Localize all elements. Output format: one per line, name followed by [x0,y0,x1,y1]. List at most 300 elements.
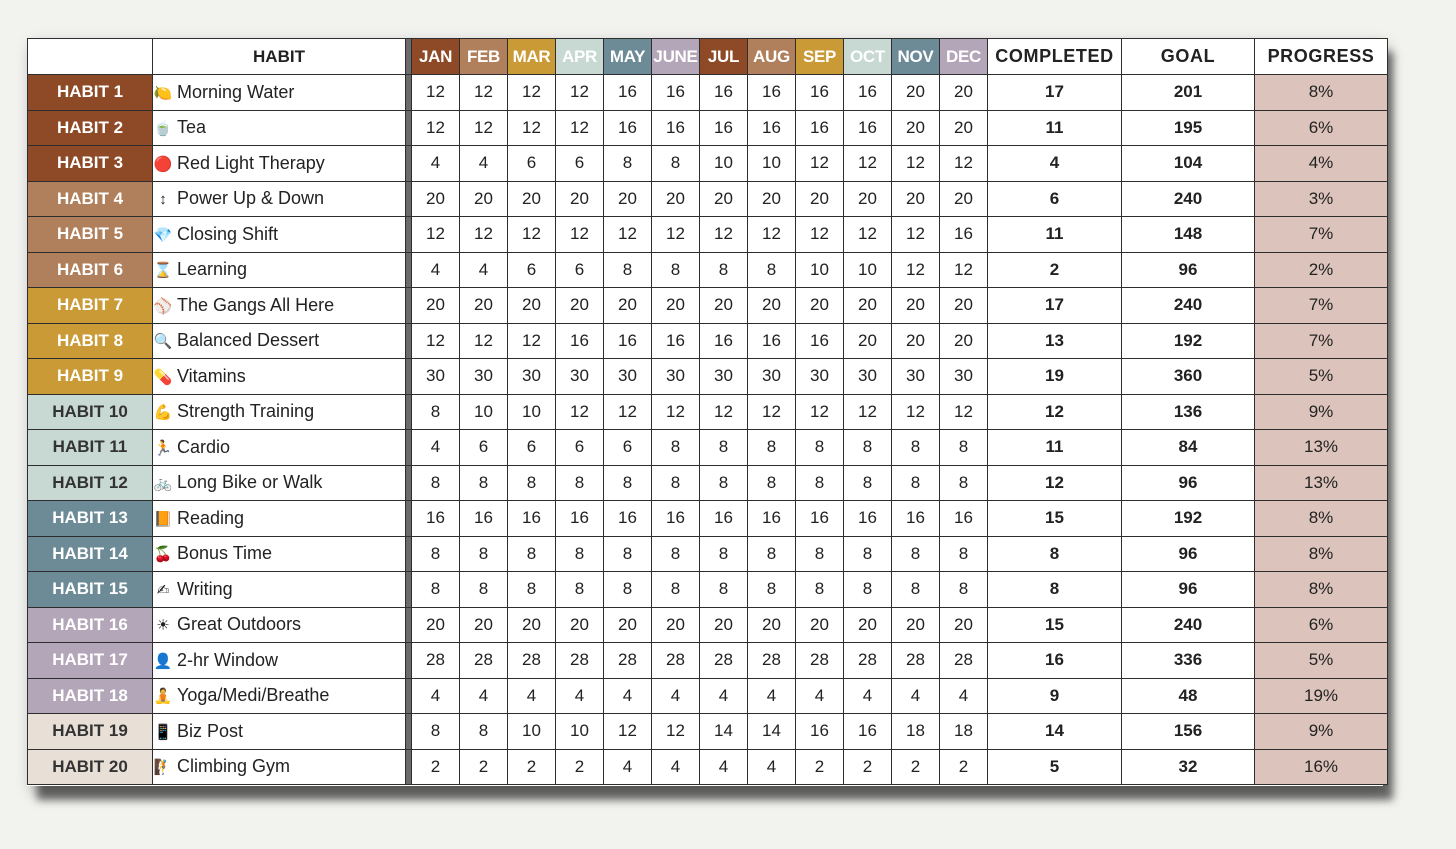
month-goal-cell[interactable]: 4 [652,678,700,714]
month-goal-cell[interactable]: 20 [556,607,604,643]
goal-cell[interactable]: 136 [1122,394,1255,430]
completed-cell[interactable]: 15 [988,607,1122,643]
month-goal-cell[interactable]: 16 [700,323,748,359]
month-goal-cell[interactable]: 28 [796,643,844,679]
month-goal-cell[interactable]: 4 [700,678,748,714]
month-goal-cell[interactable]: 20 [460,181,508,217]
month-goal-cell[interactable]: 16 [700,110,748,146]
month-goal-cell[interactable]: 30 [892,359,940,395]
month-goal-cell[interactable]: 4 [556,678,604,714]
month-goal-cell[interactable]: 30 [412,359,460,395]
month-goal-cell[interactable]: 4 [748,749,796,785]
month-goal-cell[interactable]: 16 [748,110,796,146]
progress-cell[interactable]: 4% [1255,146,1388,182]
month-goal-cell[interactable]: 2 [508,749,556,785]
month-goal-cell[interactable]: 10 [508,394,556,430]
habit-name-cell[interactable] [153,465,406,501]
month-goal-cell[interactable]: 16 [412,501,460,537]
month-goal-cell[interactable]: 12 [460,217,508,253]
completed-cell[interactable]: 8 [988,572,1122,608]
month-goal-cell[interactable]: 4 [508,678,556,714]
completed-cell[interactable]: 11 [988,430,1122,466]
month-goal-cell[interactable]: 16 [652,501,700,537]
month-goal-cell[interactable]: 16 [844,714,892,750]
month-goal-cell[interactable]: 8 [412,465,460,501]
month-goal-cell[interactable]: 20 [844,607,892,643]
month-goal-cell[interactable]: 12 [748,217,796,253]
month-goal-cell[interactable]: 8 [556,572,604,608]
habit-label-cell[interactable]: HABIT 13 [28,501,153,537]
month-goal-cell[interactable]: 20 [796,607,844,643]
month-goal-cell[interactable]: 8 [892,536,940,572]
month-goal-cell[interactable]: 8 [412,714,460,750]
month-goal-cell[interactable]: 2 [412,749,460,785]
month-goal-cell[interactable]: 4 [412,430,460,466]
month-goal-cell[interactable]: 16 [748,501,796,537]
goal-cell[interactable]: 96 [1122,252,1255,288]
month-goal-cell[interactable]: 20 [796,288,844,324]
habit-name-cell[interactable] [153,536,406,572]
month-goal-cell[interactable]: 16 [748,75,796,111]
month-goal-cell[interactable]: 8 [892,430,940,466]
month-goal-cell[interactable]: 12 [652,217,700,253]
month-goal-cell[interactable]: 8 [700,252,748,288]
month-goal-cell[interactable]: 4 [412,678,460,714]
month-goal-cell[interactable]: 16 [796,501,844,537]
month-goal-cell[interactable]: 12 [844,394,892,430]
month-goal-cell[interactable]: 20 [892,181,940,217]
month-goal-cell[interactable]: 8 [700,465,748,501]
month-goal-cell[interactable]: 4 [940,678,988,714]
month-goal-cell[interactable]: 30 [796,359,844,395]
month-goal-cell[interactable]: 12 [844,146,892,182]
month-goal-cell[interactable]: 4 [604,749,652,785]
goal-cell[interactable]: 192 [1122,501,1255,537]
month-goal-cell[interactable]: 8 [796,430,844,466]
month-goal-cell[interactable]: 8 [508,536,556,572]
habit-label-cell[interactable]: HABIT 10 [28,394,153,430]
month-goal-cell[interactable]: 10 [844,252,892,288]
habit-name-cell[interactable] [153,714,406,750]
progress-cell[interactable]: 13% [1255,465,1388,501]
month-goal-cell[interactable]: 12 [652,394,700,430]
completed-cell[interactable]: 12 [988,465,1122,501]
month-goal-cell[interactable]: 20 [844,288,892,324]
goal-cell[interactable]: 32 [1122,749,1255,785]
progress-cell[interactable]: 8% [1255,75,1388,111]
month-goal-cell[interactable]: 16 [796,323,844,359]
month-goal-cell[interactable]: 4 [652,749,700,785]
month-goal-cell[interactable]: 12 [892,252,940,288]
month-goal-cell[interactable]: 20 [412,181,460,217]
month-goal-cell[interactable]: 12 [508,217,556,253]
month-goal-cell[interactable]: 16 [604,501,652,537]
completed-cell[interactable]: 4 [988,146,1122,182]
goal-cell[interactable]: 201 [1122,75,1255,111]
month-goal-cell[interactable]: 20 [940,288,988,324]
month-goal-cell[interactable]: 4 [460,146,508,182]
month-goal-cell[interactable]: 28 [556,643,604,679]
month-goal-cell[interactable]: 16 [796,110,844,146]
month-goal-cell[interactable]: 12 [796,146,844,182]
month-goal-cell[interactable]: 8 [508,572,556,608]
month-goal-cell[interactable]: 12 [412,217,460,253]
month-goal-cell[interactable]: 6 [460,430,508,466]
month-goal-cell[interactable]: 12 [748,394,796,430]
month-goal-cell[interactable]: 20 [604,288,652,324]
month-goal-cell[interactable]: 20 [556,288,604,324]
month-goal-cell[interactable]: 28 [460,643,508,679]
goal-cell[interactable]: 96 [1122,536,1255,572]
habit-name-cell[interactable] [153,394,406,430]
completed-cell[interactable]: 11 [988,110,1122,146]
month-goal-cell[interactable]: 16 [700,75,748,111]
progress-cell[interactable]: 3% [1255,181,1388,217]
month-goal-cell[interactable]: 30 [748,359,796,395]
month-goal-cell[interactable]: 20 [940,110,988,146]
month-goal-cell[interactable]: 20 [748,288,796,324]
month-goal-cell[interactable]: 20 [652,607,700,643]
habit-name-cell[interactable] [153,252,406,288]
month-goal-cell[interactable]: 8 [700,536,748,572]
month-goal-cell[interactable]: 20 [940,181,988,217]
month-goal-cell[interactable]: 8 [748,465,796,501]
month-goal-cell[interactable]: 14 [748,714,796,750]
month-goal-cell[interactable]: 4 [892,678,940,714]
month-goal-cell[interactable]: 8 [556,536,604,572]
habit-label-cell[interactable]: HABIT 18 [28,678,153,714]
month-goal-cell[interactable]: 8 [844,536,892,572]
completed-cell[interactable]: 6 [988,181,1122,217]
habit-label-cell[interactable]: HABIT 17 [28,643,153,679]
progress-cell[interactable]: 5% [1255,359,1388,395]
month-goal-cell[interactable]: 12 [940,394,988,430]
month-goal-cell[interactable]: 8 [652,252,700,288]
month-goal-cell[interactable]: 6 [508,430,556,466]
month-goal-cell[interactable]: 4 [412,146,460,182]
month-goal-cell[interactable]: 8 [940,465,988,501]
goal-cell[interactable]: 84 [1122,430,1255,466]
goal-cell[interactable]: 240 [1122,607,1255,643]
month-goal-cell[interactable]: 8 [700,430,748,466]
month-goal-cell[interactable]: 16 [652,75,700,111]
month-goal-cell[interactable]: 8 [892,465,940,501]
month-goal-cell[interactable]: 2 [940,749,988,785]
month-goal-cell[interactable]: 30 [508,359,556,395]
month-goal-cell[interactable]: 8 [604,536,652,572]
completed-cell[interactable]: 15 [988,501,1122,537]
month-goal-cell[interactable]: 8 [412,394,460,430]
month-goal-cell[interactable]: 28 [508,643,556,679]
habit-label-cell[interactable]: HABIT 19 [28,714,153,750]
month-goal-cell[interactable]: 16 [652,110,700,146]
month-goal-cell[interactable]: 8 [748,536,796,572]
month-goal-cell[interactable]: 16 [940,217,988,253]
month-goal-cell[interactable]: 16 [844,75,892,111]
month-goal-cell[interactable]: 8 [460,465,508,501]
month-goal-cell[interactable]: 28 [412,643,460,679]
month-goal-cell[interactable]: 8 [604,146,652,182]
month-goal-cell[interactable]: 8 [412,572,460,608]
month-goal-cell[interactable]: 8 [748,252,796,288]
month-goal-cell[interactable]: 20 [892,75,940,111]
habit-label-cell[interactable]: HABIT 7 [28,288,153,324]
habit-label-cell[interactable]: HABIT 3 [28,146,153,182]
month-goal-cell[interactable]: 8 [652,572,700,608]
month-goal-cell[interactable]: 4 [460,678,508,714]
habit-label-cell[interactable]: HABIT 1 [28,75,153,111]
month-goal-cell[interactable]: 20 [508,288,556,324]
month-goal-cell[interactable]: 20 [892,607,940,643]
month-goal-cell[interactable]: 12 [556,110,604,146]
habit-label-cell[interactable]: HABIT 15 [28,572,153,608]
month-goal-cell[interactable]: 12 [892,394,940,430]
habit-name-cell[interactable] [153,430,406,466]
completed-cell[interactable]: 19 [988,359,1122,395]
month-goal-cell[interactable]: 16 [700,501,748,537]
progress-cell[interactable]: 19% [1255,678,1388,714]
month-goal-cell[interactable]: 20 [700,181,748,217]
month-goal-cell[interactable]: 2 [892,749,940,785]
habit-name-cell[interactable] [153,572,406,608]
month-goal-cell[interactable]: 20 [892,110,940,146]
month-goal-cell[interactable]: 8 [796,465,844,501]
month-goal-cell[interactable]: 16 [844,110,892,146]
month-goal-cell[interactable]: 20 [700,607,748,643]
month-goal-cell[interactable]: 30 [604,359,652,395]
month-goal-cell[interactable]: 20 [508,607,556,643]
month-goal-cell[interactable]: 20 [796,181,844,217]
month-goal-cell[interactable]: 8 [748,430,796,466]
habit-name-cell[interactable] [153,749,406,785]
month-goal-cell[interactable]: 8 [652,465,700,501]
month-goal-cell[interactable]: 2 [556,749,604,785]
month-goal-cell[interactable]: 12 [412,75,460,111]
month-goal-cell[interactable]: 10 [508,714,556,750]
progress-cell[interactable]: 16% [1255,749,1388,785]
month-goal-cell[interactable]: 20 [892,288,940,324]
month-goal-cell[interactable]: 16 [796,714,844,750]
completed-cell[interactable]: 13 [988,323,1122,359]
month-goal-cell[interactable]: 20 [940,607,988,643]
habit-name-cell[interactable] [153,146,406,182]
month-goal-cell[interactable]: 8 [940,572,988,608]
month-goal-cell[interactable]: 8 [940,536,988,572]
month-goal-cell[interactable]: 8 [412,536,460,572]
month-goal-cell[interactable]: 20 [556,181,604,217]
habit-name-cell[interactable] [153,323,406,359]
month-goal-cell[interactable]: 16 [604,110,652,146]
completed-cell[interactable]: 8 [988,536,1122,572]
habit-label-cell[interactable]: HABIT 12 [28,465,153,501]
month-goal-cell[interactable]: 12 [508,110,556,146]
month-goal-cell[interactable]: 6 [556,146,604,182]
month-goal-cell[interactable]: 8 [748,572,796,608]
progress-cell[interactable]: 7% [1255,217,1388,253]
goal-cell[interactable]: 240 [1122,181,1255,217]
progress-cell[interactable]: 9% [1255,714,1388,750]
month-goal-cell[interactable]: 6 [508,252,556,288]
month-goal-cell[interactable]: 12 [844,217,892,253]
month-goal-cell[interactable]: 8 [652,146,700,182]
month-goal-cell[interactable]: 8 [796,572,844,608]
habit-label-cell[interactable]: HABIT 5 [28,217,153,253]
month-goal-cell[interactable]: 30 [652,359,700,395]
goal-cell[interactable]: 156 [1122,714,1255,750]
month-goal-cell[interactable]: 12 [556,217,604,253]
month-goal-cell[interactable]: 8 [460,536,508,572]
month-goal-cell[interactable]: 8 [604,465,652,501]
month-goal-cell[interactable]: 28 [940,643,988,679]
completed-cell[interactable]: 5 [988,749,1122,785]
month-goal-cell[interactable]: 8 [652,430,700,466]
month-goal-cell[interactable]: 12 [892,217,940,253]
habit-label-cell[interactable]: HABIT 4 [28,181,153,217]
month-goal-cell[interactable]: 10 [748,146,796,182]
month-goal-cell[interactable]: 8 [844,465,892,501]
goal-cell[interactable]: 192 [1122,323,1255,359]
month-goal-cell[interactable]: 18 [940,714,988,750]
month-goal-cell[interactable]: 6 [556,252,604,288]
progress-cell[interactable]: 13% [1255,430,1388,466]
month-goal-cell[interactable]: 10 [796,252,844,288]
progress-cell[interactable]: 8% [1255,501,1388,537]
month-goal-cell[interactable]: 4 [412,252,460,288]
month-goal-cell[interactable]: 12 [700,217,748,253]
month-goal-cell[interactable]: 20 [940,75,988,111]
month-goal-cell[interactable]: 8 [796,536,844,572]
month-goal-cell[interactable]: 8 [652,536,700,572]
habit-label-cell[interactable]: HABIT 8 [28,323,153,359]
month-goal-cell[interactable]: 4 [460,252,508,288]
month-goal-cell[interactable]: 10 [460,394,508,430]
month-goal-cell[interactable]: 20 [748,181,796,217]
completed-cell[interactable]: 17 [988,75,1122,111]
habit-label-cell[interactable]: HABIT 20 [28,749,153,785]
habit-label-cell[interactable]: HABIT 6 [28,252,153,288]
progress-cell[interactable]: 6% [1255,110,1388,146]
month-goal-cell[interactable]: 4 [844,678,892,714]
month-goal-cell[interactable]: 16 [748,323,796,359]
goal-cell[interactable]: 360 [1122,359,1255,395]
month-goal-cell[interactable]: 30 [700,359,748,395]
month-goal-cell[interactable]: 12 [460,75,508,111]
month-goal-cell[interactable]: 8 [460,714,508,750]
progress-cell[interactable]: 2% [1255,252,1388,288]
month-goal-cell[interactable]: 16 [508,501,556,537]
month-goal-cell[interactable]: 12 [700,394,748,430]
month-goal-cell[interactable]: 16 [652,323,700,359]
month-goal-cell[interactable]: 8 [556,465,604,501]
habit-name-cell[interactable] [153,643,406,679]
month-goal-cell[interactable]: 20 [508,181,556,217]
month-goal-cell[interactable]: 16 [556,323,604,359]
month-goal-cell[interactable]: 20 [604,607,652,643]
month-goal-cell[interactable]: 20 [460,288,508,324]
goal-cell[interactable]: 195 [1122,110,1255,146]
month-goal-cell[interactable]: 14 [700,714,748,750]
month-goal-cell[interactable]: 12 [796,217,844,253]
month-goal-cell[interactable]: 12 [604,217,652,253]
month-goal-cell[interactable]: 6 [508,146,556,182]
goal-cell[interactable]: 336 [1122,643,1255,679]
completed-cell[interactable]: 11 [988,217,1122,253]
month-goal-cell[interactable]: 30 [940,359,988,395]
month-goal-cell[interactable]: 8 [940,430,988,466]
month-goal-cell[interactable]: 16 [556,501,604,537]
habit-label-cell[interactable]: HABIT 9 [28,359,153,395]
month-goal-cell[interactable]: 20 [652,181,700,217]
habit-name-cell[interactable] [153,607,406,643]
month-goal-cell[interactable]: 16 [940,501,988,537]
month-goal-cell[interactable]: 2 [844,749,892,785]
month-goal-cell[interactable]: 16 [460,501,508,537]
habit-name-cell[interactable] [153,288,406,324]
goal-cell[interactable]: 148 [1122,217,1255,253]
month-goal-cell[interactable]: 18 [892,714,940,750]
month-goal-cell[interactable]: 12 [556,394,604,430]
month-goal-cell[interactable]: 8 [844,572,892,608]
month-goal-cell[interactable]: 20 [892,323,940,359]
month-goal-cell[interactable]: 8 [700,572,748,608]
month-goal-cell[interactable]: 28 [652,643,700,679]
progress-cell[interactable]: 7% [1255,323,1388,359]
month-goal-cell[interactable]: 8 [892,572,940,608]
month-goal-cell[interactable]: 10 [556,714,604,750]
month-goal-cell[interactable]: 20 [700,288,748,324]
month-goal-cell[interactable]: 4 [796,678,844,714]
month-goal-cell[interactable]: 12 [460,110,508,146]
progress-cell[interactable]: 7% [1255,288,1388,324]
completed-cell[interactable]: 9 [988,678,1122,714]
habit-name-cell[interactable] [153,501,406,537]
completed-cell[interactable]: 14 [988,714,1122,750]
month-goal-cell[interactable]: 30 [556,359,604,395]
month-goal-cell[interactable]: 4 [604,678,652,714]
month-goal-cell[interactable]: 8 [604,572,652,608]
habit-name-cell[interactable] [153,110,406,146]
habit-name-cell[interactable] [153,75,406,111]
month-goal-cell[interactable]: 16 [604,75,652,111]
month-goal-cell[interactable]: 30 [460,359,508,395]
month-goal-cell[interactable]: 16 [604,323,652,359]
month-goal-cell[interactable]: 12 [412,323,460,359]
habit-label-cell[interactable]: HABIT 2 [28,110,153,146]
goal-cell[interactable]: 96 [1122,572,1255,608]
month-goal-cell[interactable]: 8 [460,572,508,608]
month-goal-cell[interactable]: 28 [748,643,796,679]
month-goal-cell[interactable]: 8 [844,430,892,466]
month-goal-cell[interactable]: 20 [844,323,892,359]
month-goal-cell[interactable]: 12 [412,110,460,146]
month-goal-cell[interactable]: 12 [892,146,940,182]
month-goal-cell[interactable]: 8 [604,252,652,288]
month-goal-cell[interactable]: 20 [460,607,508,643]
goal-cell[interactable]: 96 [1122,465,1255,501]
month-goal-cell[interactable]: 20 [940,323,988,359]
goal-cell[interactable]: 48 [1122,678,1255,714]
habit-name-cell[interactable] [153,217,406,253]
month-goal-cell[interactable]: 12 [604,714,652,750]
month-goal-cell[interactable]: 8 [508,465,556,501]
month-goal-cell[interactable]: 20 [652,288,700,324]
month-goal-cell[interactable]: 28 [700,643,748,679]
habit-name-cell[interactable] [153,359,406,395]
completed-cell[interactable]: 2 [988,252,1122,288]
progress-cell[interactable]: 8% [1255,572,1388,608]
month-goal-cell[interactable]: 12 [796,394,844,430]
month-goal-cell[interactable]: 2 [460,749,508,785]
